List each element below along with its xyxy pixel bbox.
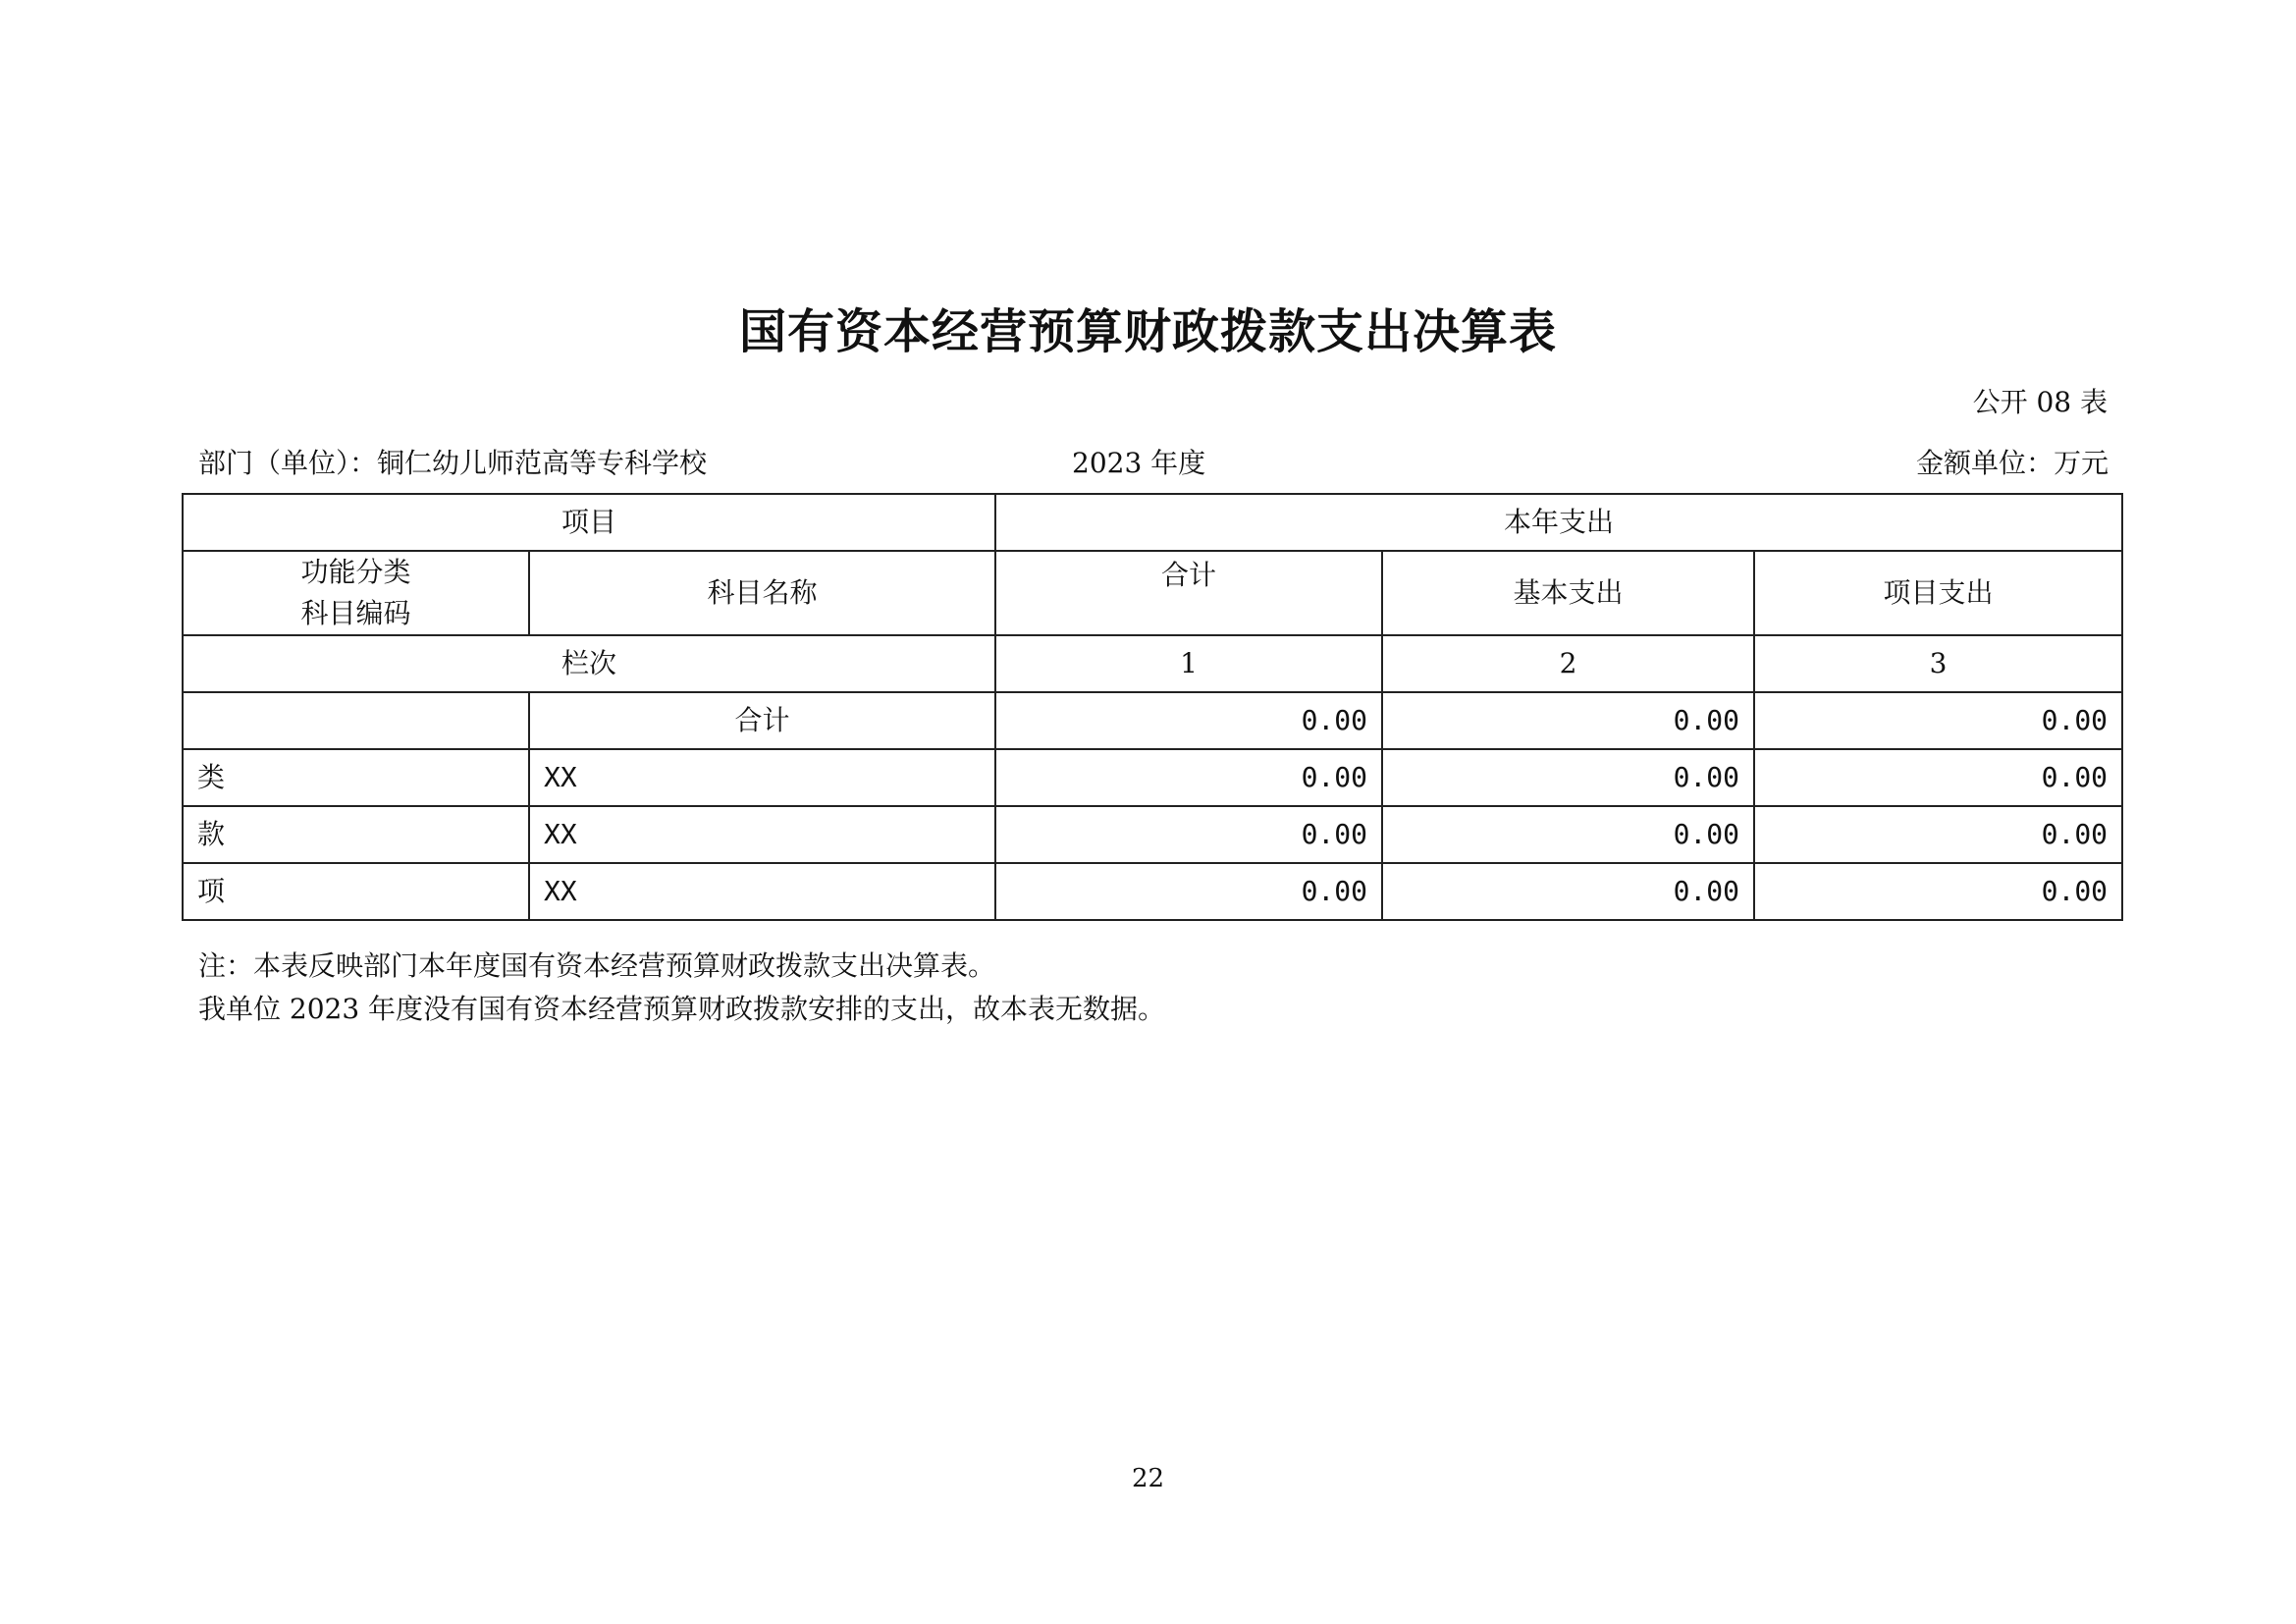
department-label: 部门（单位）：铜仁幼儿师范高等专科学校: [198, 447, 708, 479]
row-total: 0.00: [995, 749, 1382, 806]
table-row: [183, 692, 2122, 749]
header-col2: 2: [1382, 635, 1754, 692]
row-project: 0.00: [1754, 863, 2122, 920]
header-function-code-line1: 功能分类: [300, 556, 411, 588]
row-project: 0.00: [1754, 749, 2122, 806]
row-code: [183, 692, 529, 749]
row-basic: 0.00: [1382, 749, 1754, 806]
row-code: 款: [183, 806, 529, 863]
amount-unit: 金额单位：万元: [1915, 447, 2109, 479]
header-current-year-expense: 本年支出: [995, 494, 2122, 551]
row-basic: 0.00: [1382, 863, 1754, 920]
table-row: [183, 749, 2122, 806]
row-project: 0.00: [1754, 692, 2122, 749]
row-basic: 0.00: [1382, 692, 1754, 749]
row-total: 0.00: [995, 806, 1382, 863]
note-line-1: 注：本表反映部门本年度国有资本经营预算财政拨款支出决算表。: [198, 949, 996, 982]
row-name: XX: [529, 749, 995, 806]
header-subject-name: 科目名称: [529, 551, 995, 635]
page-number: 22: [1131, 1464, 1165, 1493]
header-basic-expense: 基本支出: [1382, 551, 1754, 635]
row-total: 0.00: [995, 863, 1382, 920]
header-row-index: [183, 635, 2122, 692]
table-row: [183, 863, 2122, 920]
expense-table: [182, 493, 2123, 921]
notes: [198, 945, 1165, 1031]
row-project: 0.00: [1754, 806, 2122, 863]
row-code: 类: [183, 749, 529, 806]
header-row-2: [183, 551, 2122, 635]
header-total: 合计: [995, 551, 1382, 635]
header-col3: 3: [1754, 635, 2122, 692]
header-project: 项目: [183, 494, 995, 551]
header-row-1: [183, 494, 2122, 551]
header-col1: 1: [995, 635, 1382, 692]
table-row: [183, 806, 2122, 863]
note-line-2: 我单位 2023 年度没有国有资本经营预算财政拨款安排的支出，故本表无数据。: [198, 993, 1166, 1025]
row-name: 合计: [529, 692, 995, 749]
row-name: XX: [529, 806, 995, 863]
row-name: XX: [529, 863, 995, 920]
document-title: 国有资本经营预算财政拨款支出决算表: [738, 304, 1557, 359]
meta-row: [198, 444, 2109, 483]
table-code: 公开 08 表: [1972, 386, 2108, 418]
header-function-code-line2: 科目编码: [300, 597, 411, 629]
header-column-index-label: 栏次: [183, 635, 995, 692]
row-basic: 0.00: [1382, 806, 1754, 863]
row-total: 0.00: [995, 692, 1382, 749]
row-code: 项: [183, 863, 529, 920]
header-project-expense: 项目支出: [1754, 551, 2122, 635]
fiscal-year: 2023 年度: [1072, 447, 1206, 479]
header-function-code: [183, 551, 529, 635]
